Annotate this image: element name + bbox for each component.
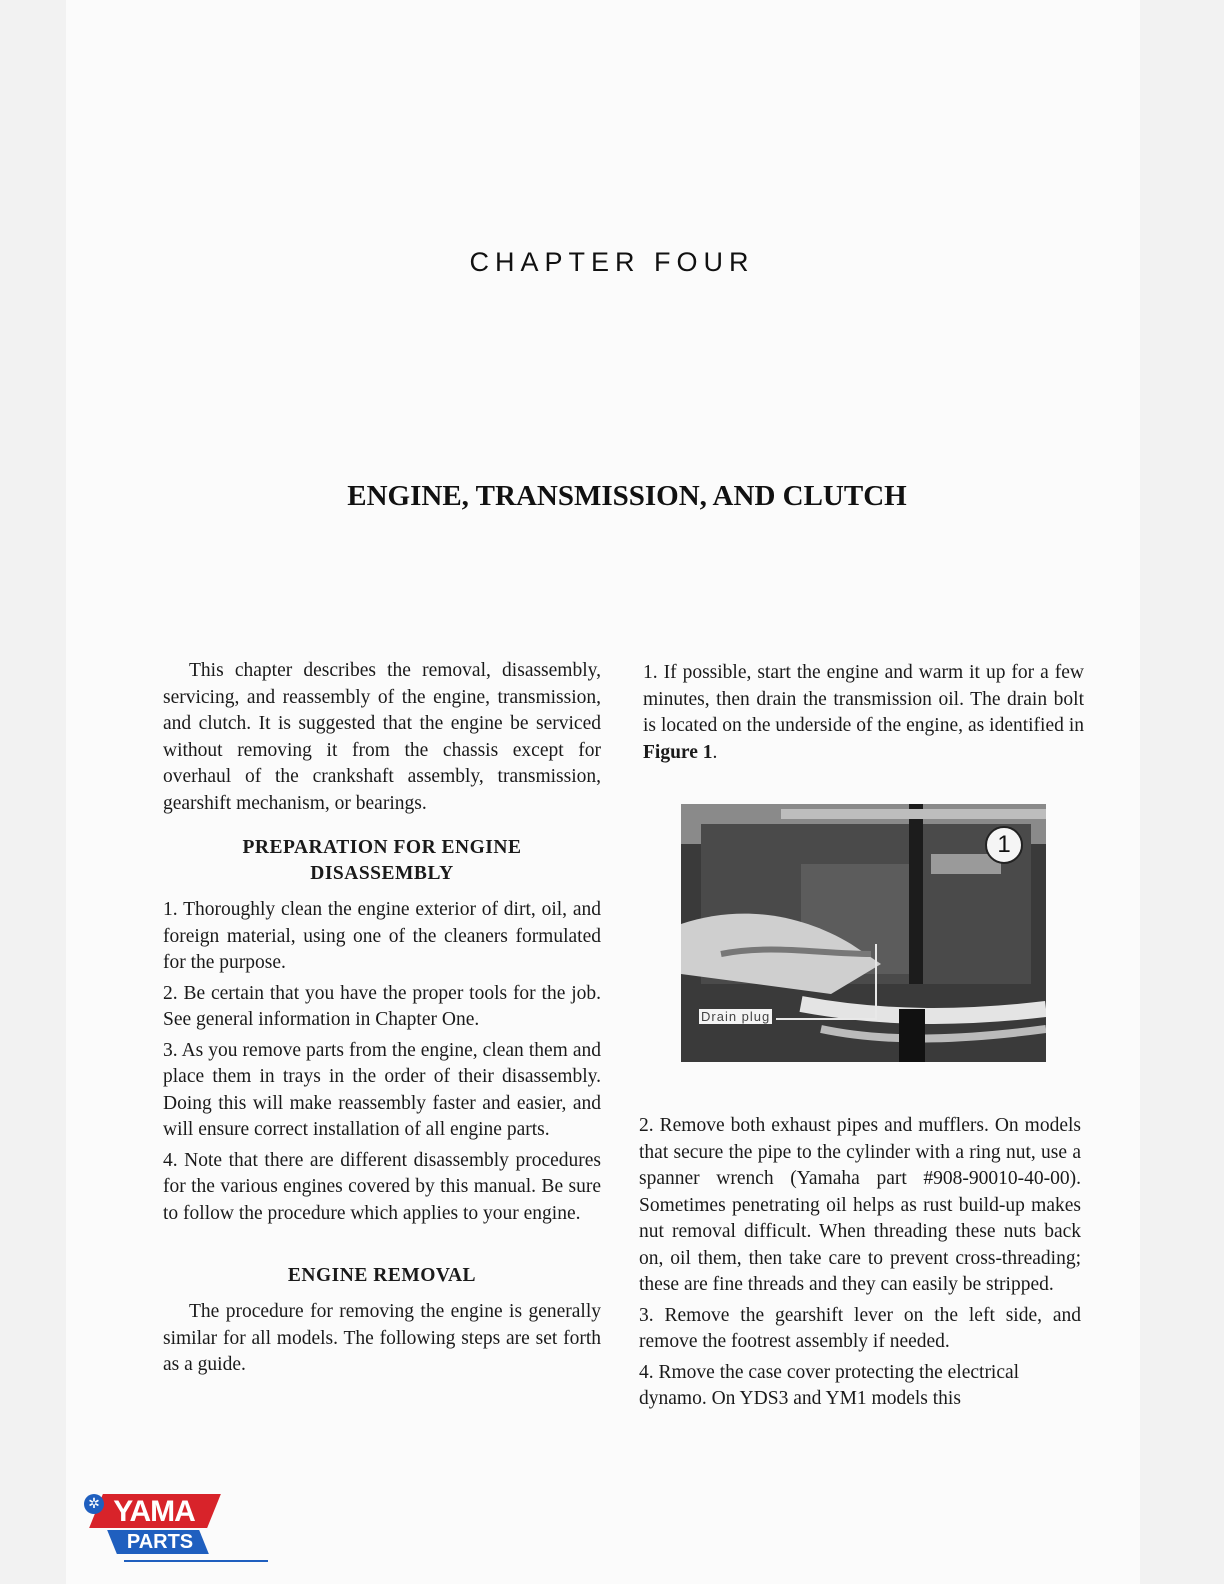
tuning-fork-emblem-icon: ✲: [84, 1494, 104, 1514]
figure-1-photo: [681, 804, 1046, 1062]
prep-step-3: 3. As you remove parts from the engine, clean them and place them in trays in the order of their disassembly. Doing this will make reassembly faster and easier, and will ensure correct installation of all engine parts.: [163, 1039, 601, 1140]
removal-step-2: 2. Remove both exhaust pipes and mufflers. On models that secure the pipe to the cylinder with a ring nut, use a spanner wrench (Yamaha part #908-90010-40-00). Sometimes penetrating oil helps as rust build-up makes nut removal difficult. When threading these nuts back on, oil them, then take care to prevent cross-threading; these are fine threads and they can easily be stripped.: [639, 1115, 1081, 1295]
removal-step-1-end: .: [712, 741, 718, 763]
prep-step-1: 1. Thoroughly clean the engine exterior of dirt, oil, and foreign material, using one of the cleaners formulated for the purpose.: [163, 899, 601, 973]
removal-step-1-text: 1. If possible, start the engine and warm it up for a few minutes, then drain the transmission oil. The drain bolt is located on the underside of the engine, as identified in: [643, 662, 1084, 736]
intro-paragraph: This chapter describes the removal, disassembly, servicing, and reassembly of the engine, transmission, and clutch. It is suggested that the engine be serviced without removing it from the chassis except for overhaul of the crankshaft assembly, transmission, gearshift mechanism, or bearings.: [163, 660, 601, 814]
logo-top-text: YAMA: [113, 1495, 195, 1528]
figure-reference: Figure 1: [643, 741, 713, 763]
removal-step-4: 4. Rmove the case cover protecting the electrical dynamo. On YDS3 and YM1 models this: [639, 1361, 1020, 1409]
logo-underline: [124, 1560, 268, 1562]
removal-step-1: [643, 660, 1084, 766]
prep-step-2: 2. Be certain that you have the proper tools for the job. See general information in Chapter One.: [163, 982, 601, 1030]
prep-step-4: 4. Note that there are different disassembly procedures for the various engines covered by this manual. Be sure to follow the procedure which applies to your engine.: [163, 1149, 601, 1224]
prep-heading-line-1: PREPARATION FOR ENGINE: [242, 837, 522, 858]
right-column-bottom: [639, 1113, 1081, 1417]
chapter-label: CHAPTER FOUR: [469, 247, 755, 277]
removal-step-3: 3. Remove the gearshift lever on the left side, and remove the footrest assembly if needed.: [639, 1304, 1081, 1352]
logo-bottom-text: PARTS: [126, 1531, 194, 1553]
callout-number-badge: 1: [985, 826, 1023, 864]
section-heading-preparation: [163, 835, 601, 887]
left-column: [163, 658, 601, 1383]
removal-intro-paragraph: The procedure for removing the engine is generally similar for all models. The following steps are set forth as a guide.: [163, 1301, 601, 1375]
drain-plug-label: Drain plug: [701, 1009, 771, 1024]
right-column-top: [643, 660, 1084, 770]
yamaparts-logo[interactable]: [84, 1494, 274, 1564]
section-heading-engine-removal: ENGINE REMOVAL: [287, 1265, 477, 1286]
prep-heading-line-2: DISASSEMBLY: [310, 863, 454, 884]
chapter-title: ENGINE, TRANSMISSION, AND CLUTCH: [347, 480, 907, 512]
